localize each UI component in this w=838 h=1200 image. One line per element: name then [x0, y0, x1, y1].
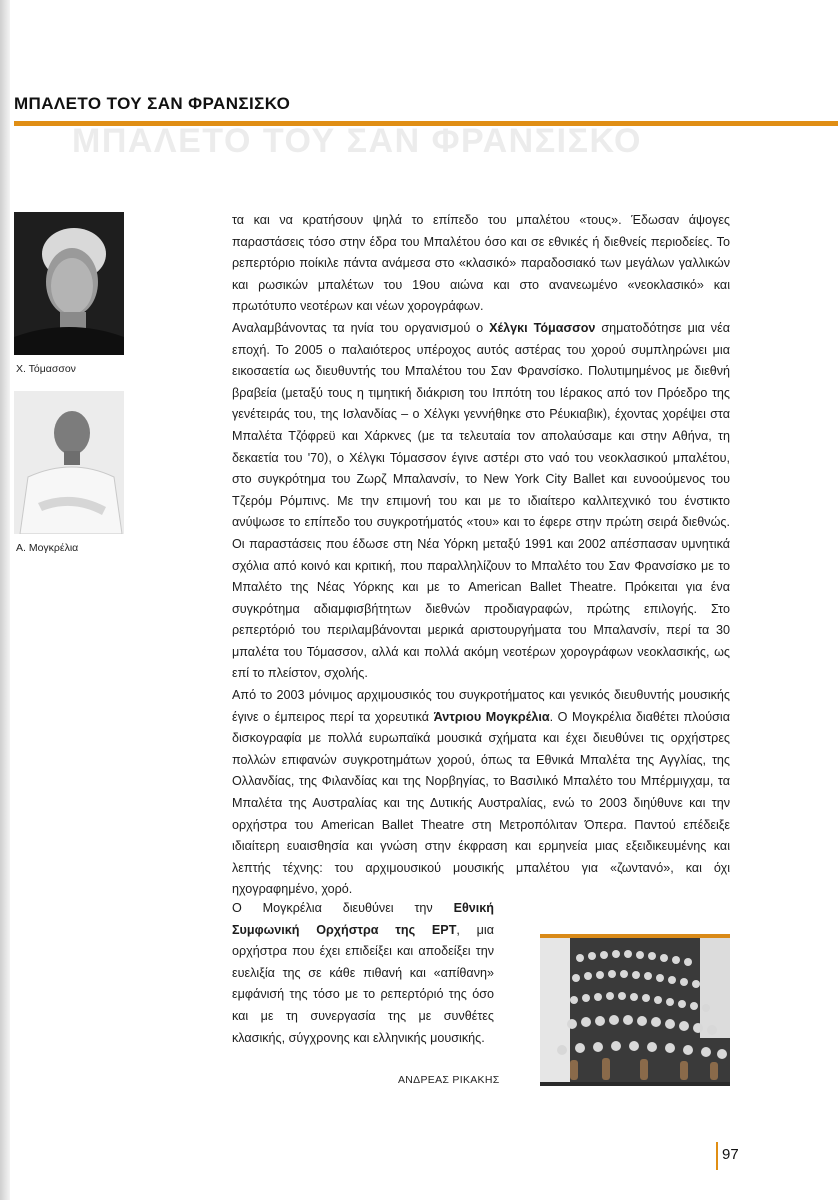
paragraph: Από το 2003 μόνιμος αρχιμουσικός του συγκροτήματος και γενικός διευθυντής μουσικής έγινε ο έμπειρος περί τα χορευτικά Άντριου Μογκρέλια. Ο Μογκρέλια διαθέτει πλούσια δισκογραφία με πολλά ευρωπαϊκά μουσικά σχήματα και έχει διευθύνει τις ορχήστρες πολλών επιφανών συγκροτημάτων χορού, όπως τα Εθνικά Μπαλέτα της Αγγλίας, της Ολλανδίας, της Φιλανδίας και της Νορβηγίας, το Βασιλικό Μπαλέτο του Μπέρμιγχαμ, τα Μπαλέτα της Αυστραλίας και της Δυτικής Αυστραλίας, ενώ το 2003 διηύθυνε και την ορχήστρα του American Ballet Theatre στη Μετροπόλιταν Όπερα. Παντού επέδειξε ιδιαίτερη ευαισθησία και γνώση στην έκφραση και ερμηνεία μιας εξειδικευμένης και λεπτής τέχνης: του αρχιμουσικού μουσικής μπαλέτου για «ζωντανό», και όχι ηχογραφημένο, χορό. — [232, 688, 730, 897]
article-body-last — [232, 898, 494, 1049]
page-title: ΜΠΑΛΕΤΟ ΤΟΥ ΣΑΝ ΦΡΑΝΣΙΣΚΟ — [14, 94, 291, 113]
page-number: 97 — [722, 1146, 739, 1163]
name-tomasson: Χέλγκι Τόμασσον — [489, 320, 596, 335]
ghost-title: ΜΠΑΛΕΤΟ ΤΟΥ ΣΑΝ ΦΡΑΝΣΙΣΚΟ — [72, 122, 642, 160]
portrait-photo-tomasson — [14, 212, 124, 355]
paragraph: Αναλαμβάνοντας τα ηνία του οργανισμού ο Χέλγκι Τόμασσον σηματοδότησε μια νέα εποχή. Το 2005 ο παλαιότερος υπέροχος αυτός αστέρας του χορού συμπληρώνει μια εικοσαετία ως διευθυντής του Μπαλέτου του Σαν Φρανσίσκο. Πολυτιμημένος με διεθνή βραβεία (μεταξύ τους η τιμητική διάκριση του Ιππότη του Ιέρακος από τον Πρόεδρο της γενέτειράς του, της Ισλανδίας – ο Χέλγκι γεννήθηκε στο Ρέυκιαβικ), έχοντας χορέψει στα Μπαλέτα Τζόφρεϋ και Χάρκνες (με τα τελευταία τον απολαύσαμε και στην Αθήνα, τη δεκαετία του '70), ο Χέλγκι Τόμασσον έγινε αστέρι στο ναό του νεοκλασικού μπαλέτου, στο συγκρότημα του Ζωρζ Μπαλανσίν, το New York City Ballet και ευνοούμενος του Τζερόμ Ρόμπινς. Με την επιμονή του και με το ιδιαίτερο καλλιτεχνικό του ένστικτο ανύψωσε το επίπεδο του συγκροτήματός «του» και το έφερε στην πρώτη σειρά διεθνώς. Οι παραστάσεις που έδωσε στη Νέα Υόρκη μεταξύ 1991 και 2002 απέσπασαν υμνητικά σχόλια από κοινό και κριτική, που παραλληλίζουν το Μπαλέτο του Σαν Φρανσίσκο με το Μπαλέτο της Νέας Υόρκης και με το American Ballet Theatre. Πρόκειται για ένα συγκρότημα αδιαμφισβήτητων διεθνών προδιαγραφών, πρώτης επιλογής. Στο ρεπερτόριό του περιλαμβάνονται μερικά αριστουργήματα του Μπαλανσίν, περί τα 30 μπαλέτα του Τόμασσον, αλλά και πολλά ακόμη νεοτέρων χορογράφων νεοκλασικής, ως επί το πλείστον, σχολής. — [232, 320, 731, 681]
portrait-photo-mogrelia — [14, 391, 124, 534]
page-number-rule — [716, 1142, 718, 1170]
orchestra-name: Εθνική Συμφωνική Ορχήστρα της ΕΡΤ — [232, 901, 494, 937]
photo-caption: Α. Μογκρέλια — [16, 542, 79, 554]
photo-caption: Χ. Τόμασσον — [16, 363, 76, 375]
author-credit: ΑΝΔΡΕΑΣ ΡΙΚΑΚΗΣ — [398, 1074, 500, 1086]
orchestra-photo — [540, 934, 730, 1086]
binding-shadow — [0, 0, 10, 1200]
name-mogrelia: Άντριου Μογκρέλια — [433, 709, 550, 724]
article-body — [232, 210, 730, 901]
paragraph: Ο Μογκρέλια διευθύνει την Εθνική Συμφωνική Ορχήστρα της ΕΡΤ, μια ορχήστρα που έχει επιδείξει και αποδείξει την ευελιξία της σε κάθε πιθανή και «απίθανη» εμφάνισή της τόσο με το ρεπερτόριό της όσο και με τη συνεργασία της με συνθέτες κλασικής, σύγχρονης και ελληνικής μουσικής. — [232, 901, 495, 1045]
paragraph: τα και να κρατήσουν ψηλά το επίπεδο του μπαλέτου «τους». Έδωσαν άψογες παραστάσεις τόσο στην έδρα του Μπαλέτου όσο και σε εθνικές ή διεθνείς περιοδείες. Το ρεπερτόριο ποίκιλε πάντα ανάμεσα στο «κλασικό» παραδοσιακό των μεγάλων γαλλικών και ρωσικών μπαλέτων του 19ου αιώνα και στο ανανεωμένο «νεοκλασικό» και πρωτότυπο νεοτέρων και νέων χορογράφων. — [232, 213, 730, 314]
